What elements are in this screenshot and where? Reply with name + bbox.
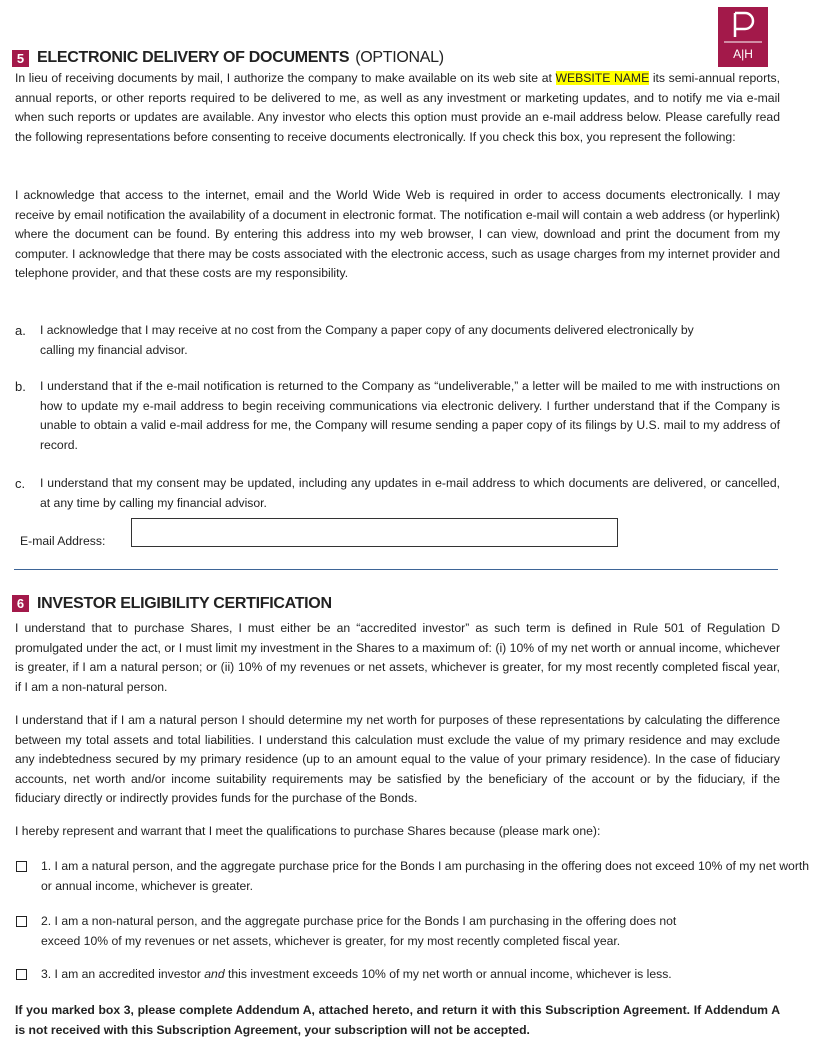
paragraph: I hereby represent and warrant that I meet the qualifications to purchase Shares because (please mark one): bbox=[15, 824, 601, 838]
option-text: 2. I am a non-natural person, and the aggregate purchase price for the Bonds I am purchasing in the offering does not exceed 10% of my revenues or net assets, whichever is greater, for my most recently completed fiscal year. bbox=[41, 914, 677, 948]
text: In lieu of receiving documents by mail, I authorize the company to make available on its web site at bbox=[15, 71, 556, 85]
list-item bbox=[15, 321, 780, 360]
option-text: 1. I am a natural person, and the aggregate purchase price for the Bonds I am purchasing in the offering does not exceed 10% of my net worth or annual income, whichever is greater. bbox=[41, 859, 810, 893]
paragraph: I understand that if I am a natural person I should determine my net worth for purposes of these representations by calculating the difference between my total assets and total liabilities. I understand this calculation must exclude the value of my primary residence and may exclude any indebtedness secured by my primary residence (up to an amount equal to the value of your primary residence). In the case of fiduciary accounts, net worth and/or income suitability requirements may be satisfied by the beneficiary of the account or by the fiduciary, if the fiduciary directly or indirectly provides funds for the purchase of the Bonds. bbox=[15, 713, 780, 805]
email-label: E-mail Address: bbox=[20, 534, 106, 548]
paragraph: I understand that to purchase Shares, I must either be an “accredited investor” as such term is defined in Rule 501 of Regulation D promulgated under the act, or I must limit my investment in the Shares to a maximum of: (i) 10% of my net worth or annual income, whichever is greater, if I am a natural person; or (ii) 10% of my revenues or net assets, whichever is greater, for my most recently completed fiscal year, if I am a non-natural person. bbox=[15, 621, 780, 694]
checkbox[interactable] bbox=[16, 969, 27, 980]
text: 3. I am an accredited investor bbox=[41, 967, 205, 981]
email-address-input[interactable] bbox=[131, 518, 618, 547]
option-1 bbox=[15, 857, 810, 896]
company-logo bbox=[718, 7, 768, 67]
section-title: INVESTOR ELIGIBILITY CERTIFICATION bbox=[37, 595, 332, 612]
item-label: b. bbox=[15, 379, 26, 394]
svg-text:A|H: A|H bbox=[733, 47, 753, 61]
item-text: I understand that if the e-mail notification is returned to the Company as “undeliverable,” a letter will be mailed to me with instructions on how to update my e-mail address to begin receiving communications via electronic delivery. I further understand that if the Company is unable to obtain a valid e-mail address for me, the Company will resume sending a paper copy of its filings by U.S. mail to my address of record. bbox=[40, 379, 780, 452]
section-number: 5 bbox=[12, 50, 29, 67]
section-divider bbox=[14, 569, 778, 570]
checkbox[interactable] bbox=[16, 861, 27, 872]
addendum-note: If you marked box 3, please complete Addendum A, attached hereto, and return it with this Subscription Agreement. If Addendum A is not received with this Subscription Agreement, your subscription will not be accepted. bbox=[15, 1003, 780, 1037]
section-6-header bbox=[12, 594, 332, 614]
section-5-header bbox=[12, 48, 444, 69]
list-item bbox=[15, 474, 780, 513]
item-label: a. bbox=[15, 323, 26, 338]
text: its semi-annual reports, annual reports, or other reports required to be delivered to me, as well as any investment or marketing updates, and to notify me via e-mail when such reports or updates are available. Any investor who elects this option must provide an e-mail address below. Please carefully read the following representations before consenting to receive documents electronically. If you check this box, you represent the following: bbox=[15, 71, 780, 144]
website-name-highlight: WEBSITE NAME bbox=[555, 71, 650, 85]
option-3 bbox=[15, 965, 810, 985]
paragraph bbox=[15, 69, 780, 147]
section-title: ELECTRONIC DELIVERY OF DOCUMENTS bbox=[37, 49, 350, 66]
item-text: I understand that my consent may be updated, including any updates in e-mail address to which documents are delivered, or cancelled, at any time by calling my financial advisor. bbox=[40, 476, 780, 510]
item-text: I acknowledge that I may receive at no cost from the Company a paper copy of any documents delivered electronically by calling my financial advisor. bbox=[40, 323, 694, 357]
section-number: 6 bbox=[12, 595, 29, 612]
item-label: c. bbox=[15, 476, 26, 491]
option-text bbox=[41, 965, 672, 985]
option-2 bbox=[15, 912, 715, 951]
text: this investment exceeds 10% of my net worth or annual income, whichever is less. bbox=[224, 967, 672, 981]
checkbox[interactable] bbox=[16, 916, 27, 927]
section-subtitle: (OPTIONAL) bbox=[355, 49, 444, 66]
list-item bbox=[15, 377, 780, 455]
text: and bbox=[204, 967, 225, 981]
paragraph: I acknowledge that access to the internet, email and the World Wide Web is required in order to access documents electronically. I may receive by email notification the availability of a document in electronic format. The notification e-mail will contain a web address (or hyperlink) where the document can be found. By entering this address into my web browser, I can view, download and print the document from my computer. I acknowledge that there may be costs associated with the electronic access, such as usage charges from my internet provider and telephone provider, and that these costs are my responsibility. bbox=[15, 188, 780, 280]
